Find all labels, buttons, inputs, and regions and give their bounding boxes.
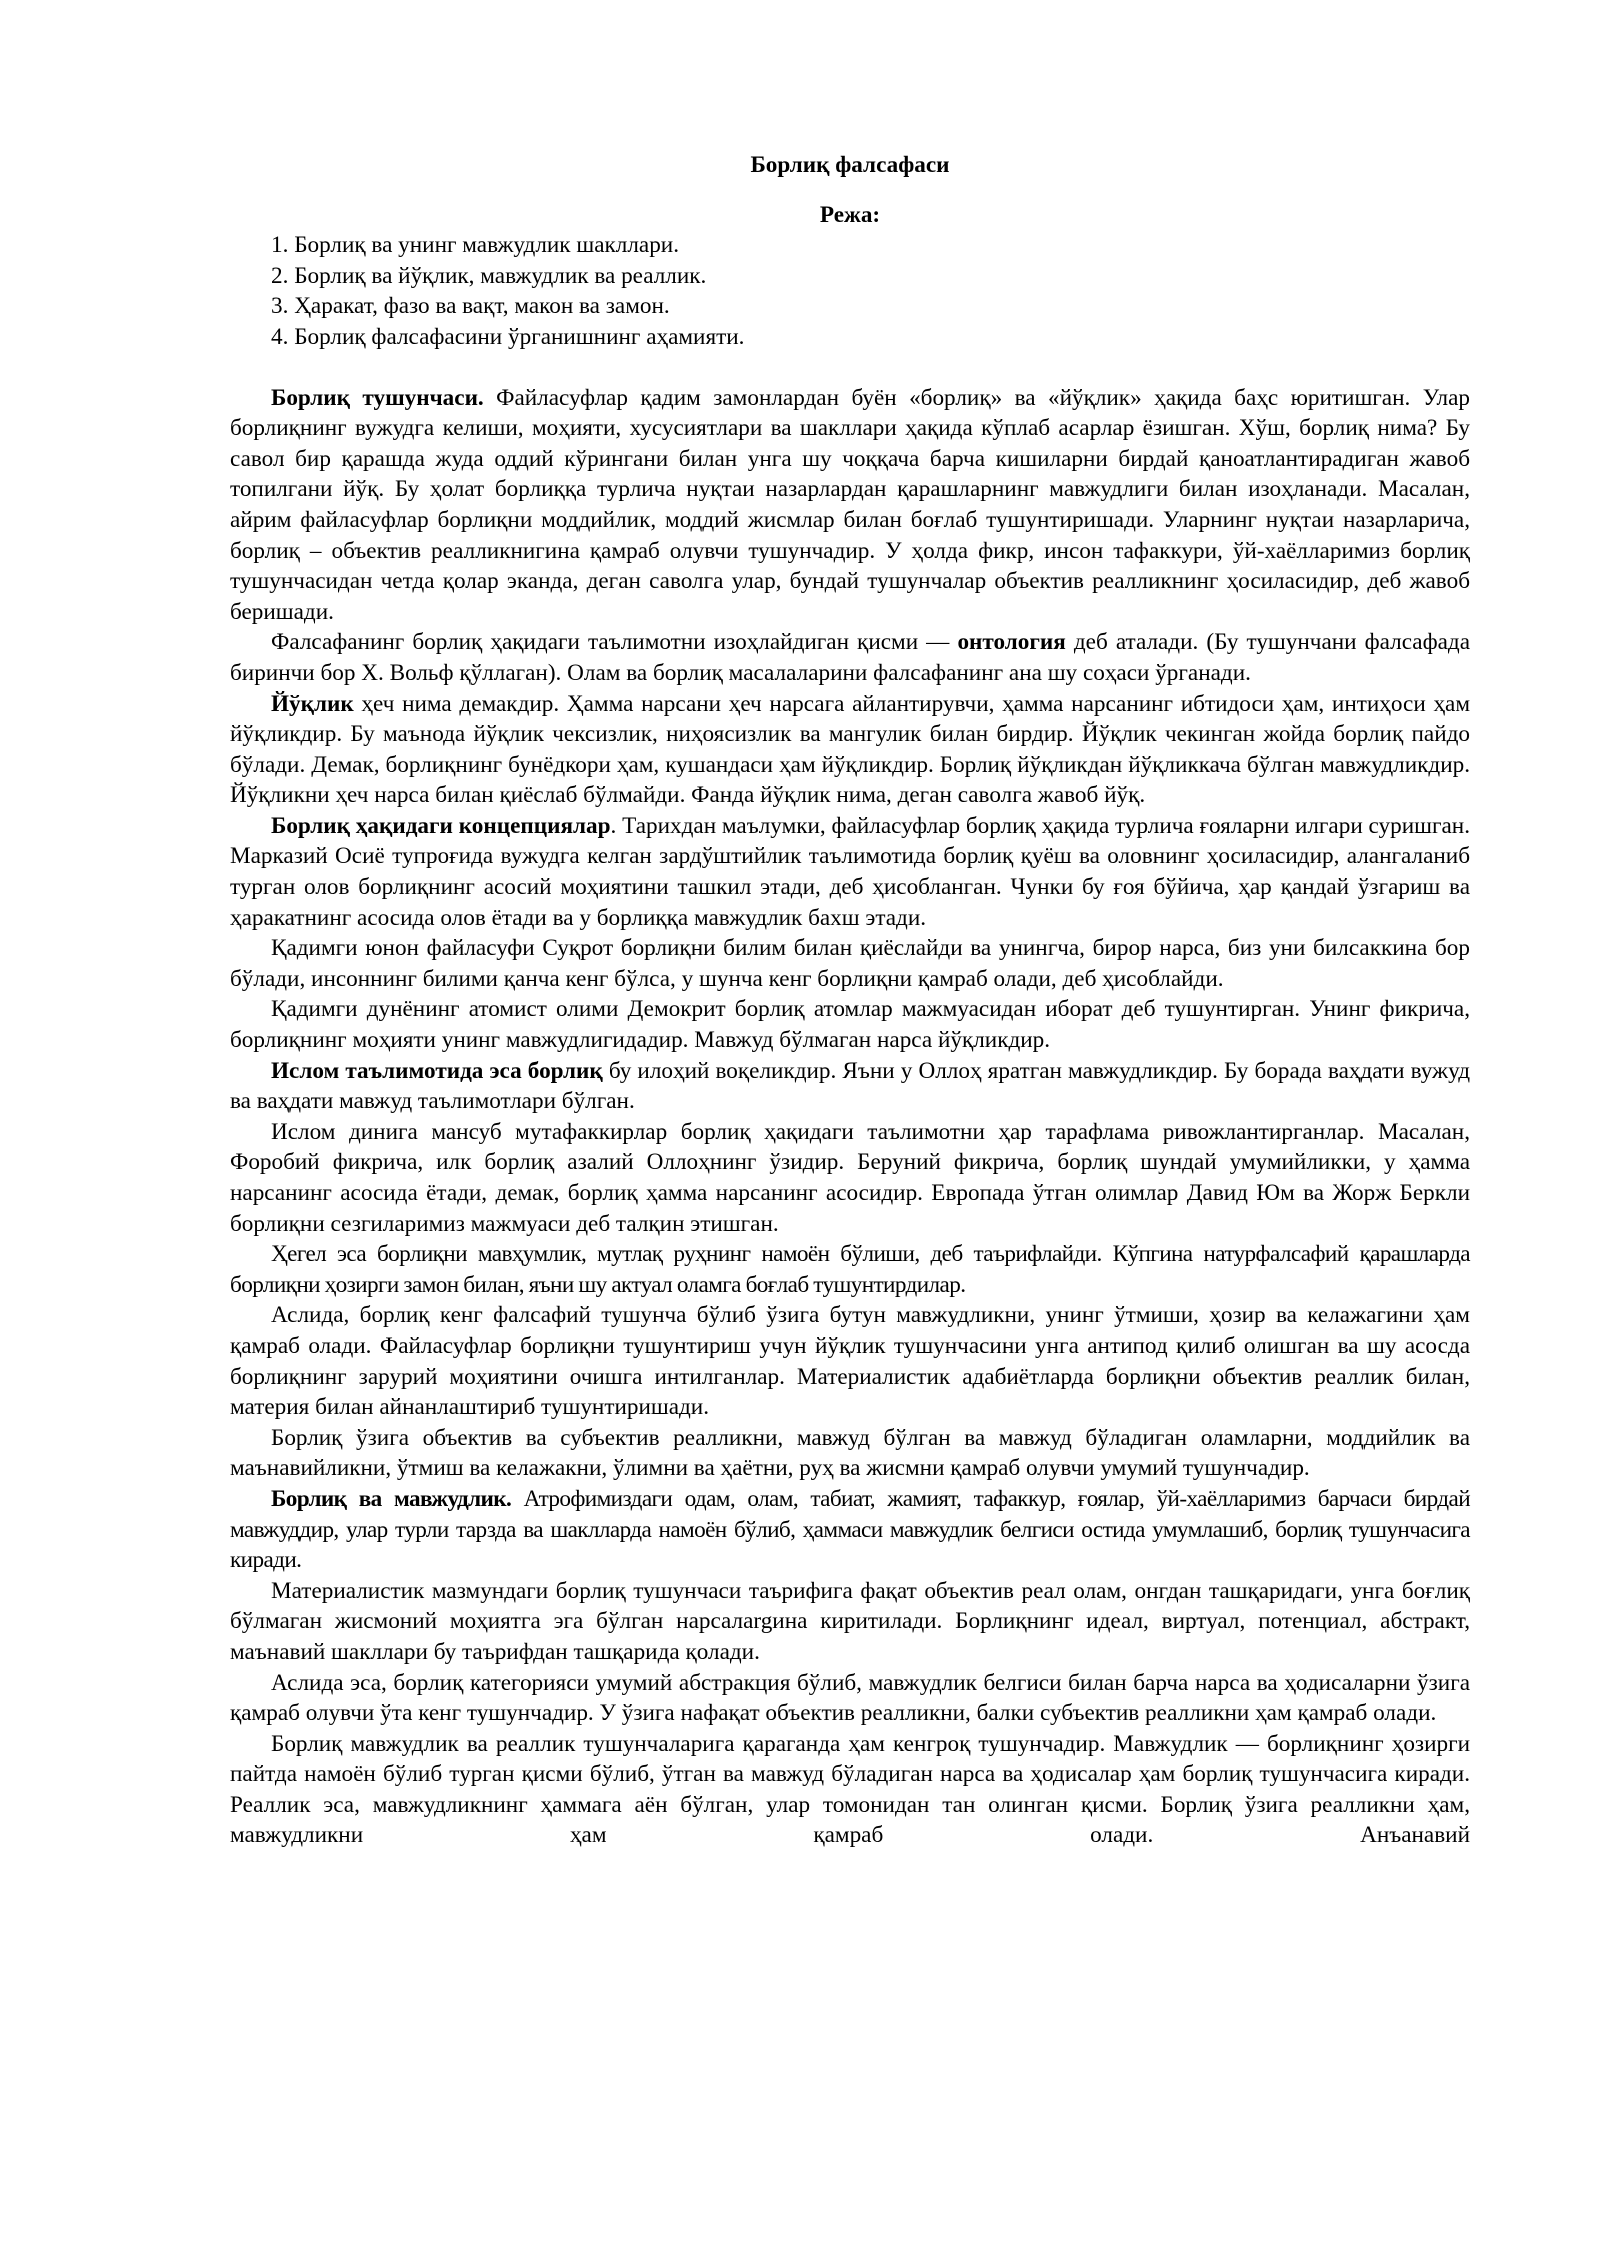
paragraph-text: Атрофимиздаги одам, олам, табиат, жамият, тафаккур, ғоялар, ўй-хаёлларимиз барчаси бирдай мавжуддир, улар турли тарзда ва шаклларда намоён бўлиб, ҳаммаси мавжудлик белгиси остида умумлашиб, борлиқ тушунчасига киради.	[230, 1485, 1471, 1574]
paragraph-text: Файласуфлар қадим замонлардан буён «борлиқ» ва «йўқлик» ҳақида баҳс юритишган. Улар борлиқнинг вужудга келиши, моҳияти, хусусиятлари ва шакллари ҳақида кўплаб асарлар ёзишган. Хўш, борлиқ нима? Бу савол бир қарашда жуда оддий кўрингани билан унга шу чоққача барча кишиларни бирдай қаноатлантирадиган жавоб топилгани йўқ. Бу ҳолат борлиққа турлича нуқтаи назарлардан қарашларнинг мавжудлиги билан изоҳланади. Масалан, айрим файласуфлар борлиқни моддийлик, моддий жисмлар билан боғлаб тушунтиришади. Уларнинг нуқтаи назарларича, борлиқ – объектив реалликнигина қамраб олувчи тушунчадир. У ҳолда фикр, инсон тафаккури, ўй-хаёлларимиз борлиқ тушунчасидан четда қолар эканда, деган саволга улар, бундай тушунчалар объектив реалликнинг ҳосиласидир, деб жавоб беришади.	[230, 384, 1470, 625]
paragraph-ontology	[230, 627, 1470, 688]
paragraph-text: Фалсафанинг борлиқ ҳақидаги таълимотни изоҳлайдиган қисми —	[271, 629, 958, 656]
paragraph-materialist-definition: Материалистик мазмундаги борлиқ тушунчаси таърифига фақат объектив реал олам, онгдан ташқаридаги, унга боғлиқ бўлмаган жисмоний моҳиятга эга бўлган нарсалargина киритилади. Борлиқнинг идеал, виртуал, потенциал, абстракт, маънавий шакллари бу таърифдан ташқарида қолади.	[230, 1577, 1470, 1665]
paragraph-abstraction: Аслида эса, борлиқ категорияси умумий абстракция бўлиб, мавжудлик белгиси билан барча нарса ва ҳодисаларни ўзига қамраб олувчи ўта кенг тушунчадир. У ўзига нафақат объектив реалликни, балки субъектив реалликни ҳам қамраб олади.	[230, 1669, 1470, 1727]
paragraph-socrates: Қадимги юнон файласуфи Суқрот борлиқни билим билан қиёслайди ва унингча, бирор нарса, биз уни билсаккина бор бўлади, инсоннинг билими қанча кенг бўлса, у шунча кенг борлиқни қамраб олади, деб ҳисоблайди.	[230, 935, 1470, 992]
paragraph-lead: Йўқлик	[271, 690, 354, 717]
paragraph-reality: Борлиқ мавжудлик ва реаллик тушунчаларига қараганда ҳам кенгроқ тушунчадир. Мавжудлик — борлиқнинг ҳозирги пайтда намоён бўлиб турган қисми бўлиб, ўтган ва мавжуд бўладиган нарса ва ҳодисалар ҳам борлиқ тушунчасига киради. Реаллик эса, мавжудликнинг ҳаммага аён бўлган, улар томонидан тан олинган қисми. Борлиқ ўзига реалликни ҳам, мавжудликни ҳам қамраб олади. Анъанавий	[230, 1730, 1470, 1849]
paragraph-lead: Ислом таълимотида эса борлиқ	[271, 1057, 603, 1084]
paragraph-islamic-teaching	[230, 1056, 1470, 1117]
paragraph-text: деб аталади. (Бу тушунчани фалсафада биринчи бор Х. Вольф қўллаган). Олам ва борлиқ масалаларини фалсафанинг ана шу соҳаси ўрганади.	[230, 629, 1470, 686]
paragraph-islamic-thinkers: Ислом динига мансуб мутафаккирлар борлиқ ҳақидаги таълимотни ҳар тарафлама ривожлантирганлар. Масалан, Форобий фикрича, илк борлиқ азалий Оллоҳнинг ўзидир. Беруний фикрича, борлиқ шундай умумийликки, у ҳамма нарсанинг асосида ётади, демак, борлиқ ҳамма нарсанинг асосидир. Европада ўтган олимлар Давид Юм ва Жорж Беркли борлиқни сезгиларимиз мажмуаси деб талқин этишган.	[230, 1118, 1470, 1237]
paragraph-nonbeing	[230, 689, 1470, 811]
paragraph-democritus: Қадимги дунёнинг атомист олими Демокрит борлиқ атомлар мажмуасидан иборат деб тушунтирган. Унинг фикрича, борлиқнинг моҳияти унинг мавжудлигидадир. Мавжуд бўлмаган нарса йўқликдир.	[230, 996, 1470, 1054]
paragraph-concepts-of-being	[230, 811, 1470, 933]
paragraph-text: ҳеч нима демакдир. Ҳамма нарсани ҳеч нарсага айлантирувчи, ҳамма нарсанинг ибтидоси ҳам, интиҳоси ҳам йўқликдир. Бу маънода йўқлик чексизлик, ниҳоясизлик ва мангулик билан бирдир. Йўқлик чекинган жойда борлиқ пайдо бўлади. Демак, борлиқнинг бунёдкори ҳам, кушандаси ҳам йўқликдир. Борлиқ йўқликдан йўқликкача бўлган мавжудликдир. Йўқликни ҳеч нарса билан қиёслаб бўлмайди. Фанда йўқлик нима, деган саволга жавоб йўқ.	[230, 690, 1470, 809]
paragraph-text: бу илоҳий воқеликдир. Яъни у Оллоҳ яратган мавжудликдир. Бу борада ваҳдати вужуд ва ваҳдати мавжуд таълимотлари бўлган.	[230, 1057, 1470, 1115]
document-title: Борлиқ фалсафаси	[750, 152, 950, 178]
plan-heading: Режа:	[819, 201, 881, 228]
paragraph-objective-subjective: Борлиқ ўзига объектив ва субъектив реалликни, мавжуд бўлган ва мавжуд бўладиган оламларни, моддийлик ва маънавийликни, ўтмиш ва келажакни, ўлимни ва ҳаётни, руҳ ва жисмни қамраб олувчи умумий тушунчадир.	[230, 1424, 1470, 1482]
paragraph-concept-of-being	[230, 383, 1470, 628]
paragraph-text: . Тарихдан маълумки, файласуфлар борлиқ ҳақида турлича ғояларни илгари суришган. Марказий Осиё тупроғида вужудга келган зардўштийлик таълимотида борлиқ қуёш ва оловнинг ҳосиласидир, алангаланиб турган олов борлиқнинг асосий моҳиятини ташкил этади, деб ҳисобланган. Чунки бу ғоя бўйича, ҳар қандай ўзгариш ва ҳаракатнинг асосида олов ётади ва у борлиққа мавжудлик бахш этади.	[230, 812, 1470, 931]
ontology-term: онтология	[957, 629, 1066, 656]
paragraph-hegel: Ҳегел эса борлиқни мавҳумлик, мутлақ руҳнинг намоён бўлиши, деб таърифлайди. Кўпгина натурфалсафий қарашларда борлиқни ҳозирги замон билан, яъни шу актуал оламга боғлаб тушунтирдилар.	[230, 1241, 1470, 1298]
paragraph-lead: Борлиқ ва мавжудлик.	[271, 1485, 512, 1512]
paragraph-being-and-existence	[230, 1484, 1470, 1576]
plan-item: 2. Борлиқ ва йўқлик, мавжудлик ва реаллик.	[271, 262, 707, 289]
paragraph-lead: Борлиқ тушунчаси.	[271, 384, 484, 411]
plan-list	[230, 230, 1470, 352]
document-page	[230, 150, 1470, 1851]
paragraph-lead: Борлиқ ҳақидаги концепциялар	[271, 812, 611, 839]
paragraph-broad-concept: Аслида, борлиқ кенг фалсафий тушунча бўлиб ўзига бутун мавжудликни, унинг ўтмиши, ҳозир ва келажагини ҳам қамраб олади. Файласуфлар борлиқни тушунтириш учун йўқлик тушунчасини унга антипод қилиб олишган ва шу асосда борлиқнинг зарурий моҳиятини очишга интилганлар. Материалистик адабиётларда борлиқни объектив реаллик билан, материя билан айнанлаштириб тушунтиришади.	[230, 1302, 1470, 1421]
plan-item: 1. Борлиқ ва унинг мавжудлик шакллари.	[271, 232, 680, 259]
plan-item: 3. Ҳаракат, фазо ва вақт, макон ва замон.	[271, 293, 670, 320]
plan-item: 4. Борлиқ фалсафасини ўрганишнинг аҳамияти.	[271, 323, 745, 350]
